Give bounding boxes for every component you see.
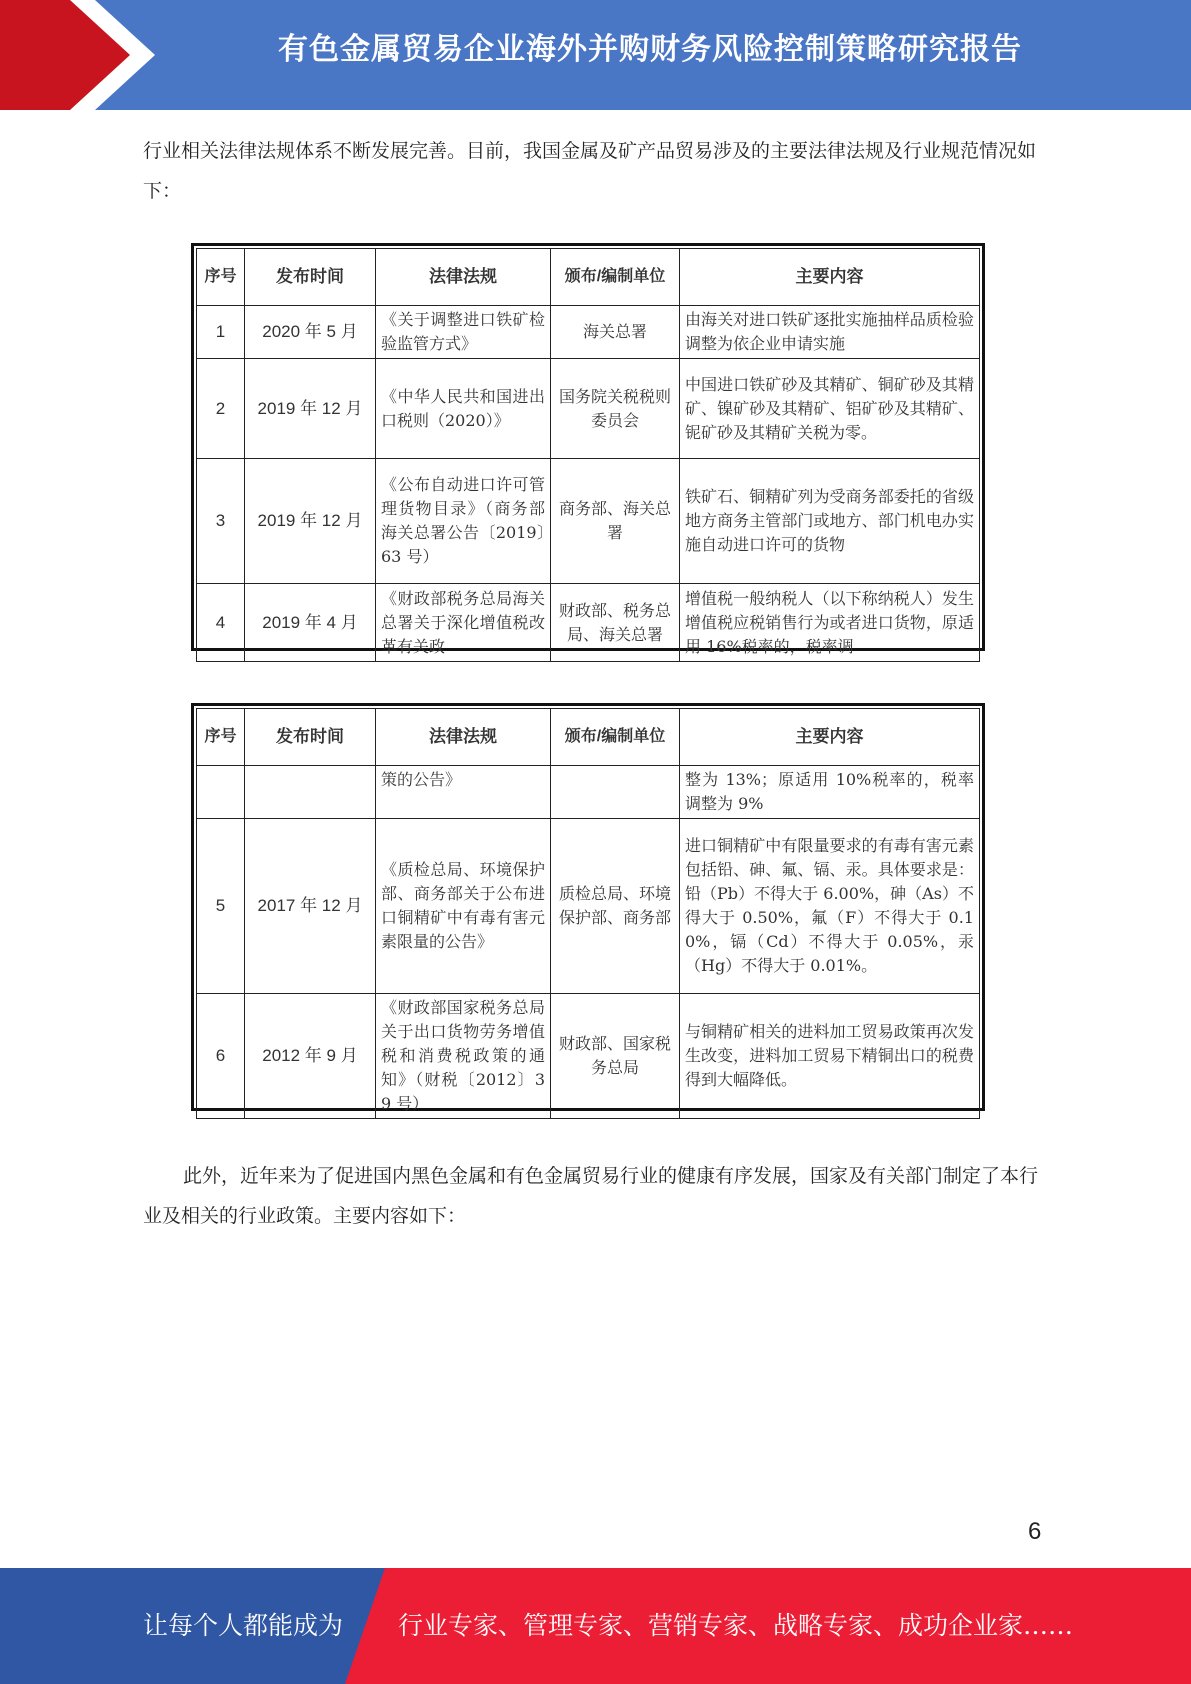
cell-law: 《公布自动进口许可管理货物目录》（商务部海关总署公告〔2019〕63 号） bbox=[376, 459, 551, 584]
header-org: 颁布/编制单位 bbox=[551, 709, 680, 766]
cell-num: 6 bbox=[197, 994, 245, 1119]
cell-org: 财政部、税务总局、海关总署 bbox=[551, 584, 680, 662]
cell-num bbox=[197, 766, 245, 819]
regulations-table-part1 bbox=[191, 243, 985, 656]
header-num: 序号 bbox=[197, 249, 245, 306]
cell-date: 2017 年 12 月 bbox=[245, 819, 376, 994]
page-header bbox=[0, 0, 1191, 110]
cell-law: 策的公告》 bbox=[376, 766, 551, 819]
cell-content: 进口铜精矿中有限量要求的有毒有害元素包括铅、砷、氟、镉、汞。具体要求是：铅（Pb）不得大于 6.00%，砷（As）不得大于 0.50%，氟（F）不得大于 0.10%，镉（Cd）不得大于 0.05%，汞（Hg）不得大于 0.01%。 bbox=[680, 819, 980, 994]
header-title: 有色金属贸易企业海外并购财务风险控制策略研究报告 bbox=[278, 32, 1022, 67]
cell-org: 质检总局、环境保护部、商务部 bbox=[551, 819, 680, 994]
cell-num: 1 bbox=[197, 306, 245, 359]
cell-org: 商务部、海关总署 bbox=[551, 459, 680, 584]
cell-org: 财政部、国家税务总局 bbox=[551, 994, 680, 1119]
page-footer bbox=[0, 1568, 1191, 1684]
cell-date: 2019 年 12 月 bbox=[245, 459, 376, 584]
table-row bbox=[197, 766, 980, 819]
cell-org: 国务院关税税则委员会 bbox=[551, 359, 680, 459]
cell-num: 3 bbox=[197, 459, 245, 584]
cell-content: 增值税一般纳税人（以下称纳税人）发生增值税应税销售行为或者进口货物，原适用 16%税率的，税率调 bbox=[680, 584, 980, 662]
intro-paragraph: 行业相关法律法规体系不断发展完善。目前，我国金属及矿产品贸易涉及的主要法律法规及行业规范情况如下： bbox=[143, 140, 1037, 202]
footer-slogan-left: 让每个人都能成为 bbox=[143, 1611, 344, 1640]
table-header-row bbox=[197, 249, 980, 306]
table-row bbox=[197, 306, 980, 359]
cell-num: 2 bbox=[197, 359, 245, 459]
cell-date: 2012 年 9 月 bbox=[245, 994, 376, 1119]
cell-law: 《关于调整进口铁矿检验监管方式》 bbox=[376, 306, 551, 359]
closing-paragraph: 此外，近年来为了促进国内黑色金属和有色金属贸易行业的健康有序发展，国家及有关部门制定了本行业及相关的行业政策。主要内容如下： bbox=[143, 1165, 1039, 1227]
table-row bbox=[197, 819, 980, 994]
table-row bbox=[197, 359, 980, 459]
cell-law: 《中华人民共和国进出口税则（2020）》 bbox=[376, 359, 551, 459]
table-row bbox=[197, 584, 980, 662]
cell-num: 5 bbox=[197, 819, 245, 994]
cell-content: 铁矿石、铜精矿列为受商务部委托的省级地方商务主管部门或地方、部门机电办实施自动进口许可的货物 bbox=[680, 459, 980, 584]
cell-content: 与铜精矿相关的进料加工贸易政策再次发生改变，进料加工贸易下精铜出口的税费得到大幅降低。 bbox=[680, 994, 980, 1119]
cell-law: 《财政部税务总局海关总署关于深化增值税改革有关政 bbox=[376, 584, 551, 662]
header-content: 主要内容 bbox=[680, 249, 980, 306]
header-law: 法律法规 bbox=[376, 709, 551, 766]
cell-content: 中国进口铁矿砂及其精矿、铜矿砂及其精矿、镍矿砂及其精矿、铝矿砂及其精矿、铌矿砂及其精矿关税为零。 bbox=[680, 359, 980, 459]
cell-date: 2020 年 5 月 bbox=[245, 306, 376, 359]
header-num: 序号 bbox=[197, 709, 245, 766]
footer-slogan-right: 行业专家、管理专家、营销专家、战略专家、成功企业家…… bbox=[398, 1611, 1074, 1640]
header-date: 发布时间 bbox=[245, 249, 376, 306]
table-row bbox=[197, 459, 980, 584]
page-number: 6 bbox=[1028, 1518, 1042, 1545]
cell-law: 《财政部国家税务总局关于出口货物劳务增值税和消费税政策的通知》（财税〔2012〕39 号） bbox=[376, 994, 551, 1119]
header-date: 发布时间 bbox=[245, 709, 376, 766]
header-content: 主要内容 bbox=[680, 709, 980, 766]
header-law: 法律法规 bbox=[376, 249, 551, 306]
cell-org: 海关总署 bbox=[551, 306, 680, 359]
cell-org bbox=[551, 766, 680, 819]
cell-date: 2019 年 4 月 bbox=[245, 584, 376, 662]
cell-content: 整为 13%；原适用 10%税率的，税率调整为 9% bbox=[680, 766, 980, 819]
header-org: 颁布/编制单位 bbox=[551, 249, 680, 306]
cell-content: 由海关对进口铁矿逐批实施抽样品质检验调整为依企业申请实施 bbox=[680, 306, 980, 359]
regulations-table-part2 bbox=[191, 703, 985, 1111]
table-row bbox=[197, 994, 980, 1119]
table-header-row bbox=[197, 709, 980, 766]
cell-num: 4 bbox=[197, 584, 245, 662]
cell-date: 2019 年 12 月 bbox=[245, 359, 376, 459]
cell-law: 《质检总局、环境保护部、商务部关于公布进口铜精矿中有毒有害元素限量的公告》 bbox=[376, 819, 551, 994]
cell-date bbox=[245, 766, 376, 819]
